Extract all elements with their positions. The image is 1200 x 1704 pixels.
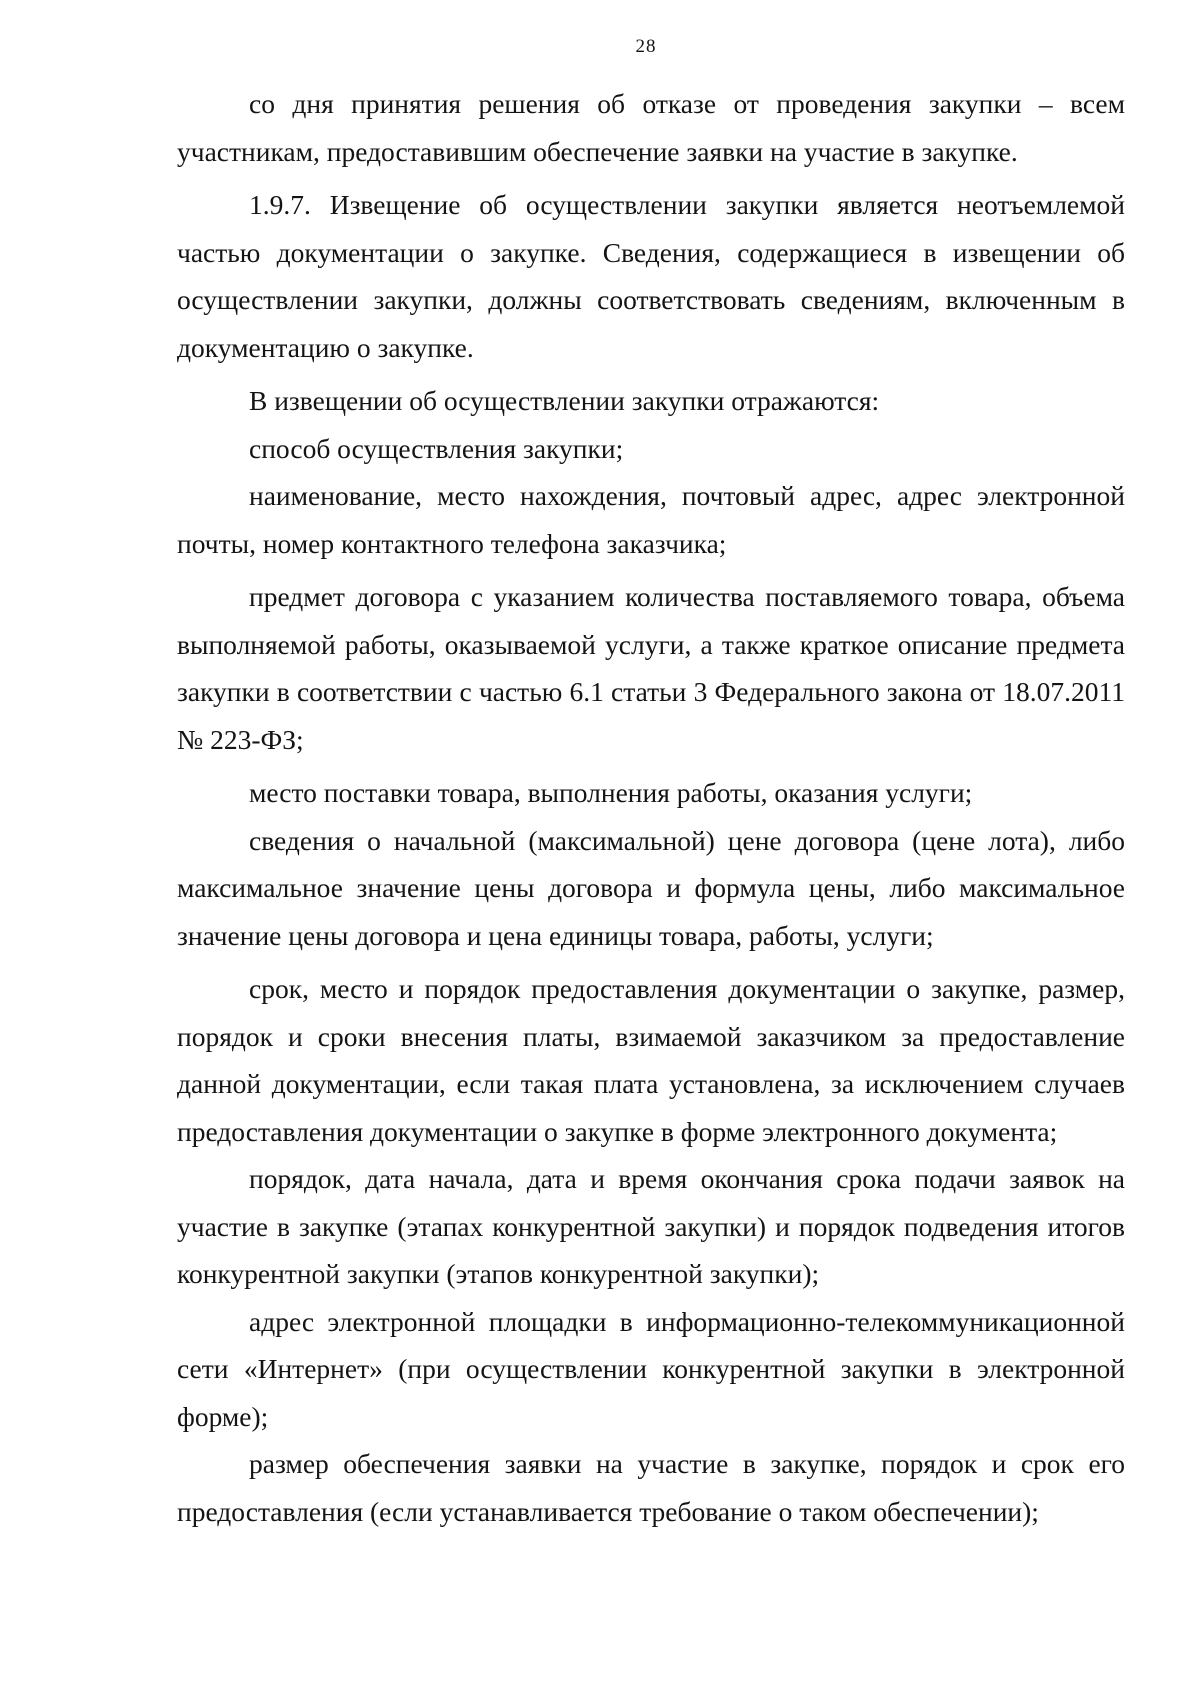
- list-item-customer-details: наименование, место нахождения, почтовый адрес, адрес электронной почты, номер контактного телефона заказчика;: [177, 480, 1125, 559]
- list-item-contract-subject: предмет договора с указанием количества поставляемого товара, объема выполняемой работы, оказываемой услуги, а также краткое описание предмета закупки в соответствии с частью 6.1 статьи 3 Федерального закона от 18.07.2011 № 223-ФЗ;: [177, 581, 1125, 755]
- paragraph-notice-contents-intro: В извещении об осуществлении закупки отражаются:: [249, 385, 880, 416]
- page-number: 28: [635, 36, 657, 57]
- paragraph-section-1-9-7: 1.9.7. Извещение об осуществлении закупки является неотъемлемой частью документации о закупке. Сведения, содержащиеся в извещении об осуществлении закупки, должны соответствовать сведениям, включенным в документацию о закупке.: [177, 189, 1125, 363]
- list-item-documentation-terms: срок, место и порядок предоставления документации о закупке, размер, порядок и сроки внесения платы, взимаемой заказчиком за предоставление данной документации, если такая плата установлена, за исключением случаев предоставления документации о закупке в форме электронного документа;: [177, 973, 1125, 1147]
- document-body: [177, 80, 1125, 1535]
- list-item-application-deadlines: порядок, дата начала, дата и время окончания срока подачи заявок на участие в закупке (этапах конкурентной закупки) и порядок подведения итогов конкурентной закупки (этапов конкурентной закупки);: [177, 1163, 1125, 1289]
- list-item-application-security: размер обеспечения заявки на участие в закупке, порядок и срок его предоставления (если устанавливается требование о таком обеспечении);: [177, 1448, 1125, 1527]
- list-item-delivery-place: место поставки товара, выполнения работы, оказания услуги;: [249, 777, 973, 808]
- paragraph-refund-notice: со дня принятия решения об отказе от проведения закупки – всем участникам, предоставившим обеспечение заявки на участие в закупке.: [177, 88, 1125, 167]
- list-item-procurement-method: способ осуществления закупки;: [249, 432, 624, 464]
- list-item-electronic-platform: адрес электронной площадки в информационно-телекоммуникационной сети «Интернет» (при осуществлении конкурентной закупки в электронной форме);: [177, 1305, 1125, 1432]
- list-item-initial-price: сведения о начальной (максимальной) цене договора (цене лота), либо максимальное значение цены договора и формула цены, либо максимальное значение цены договора и цена единицы товара, работы, услуги;: [177, 824, 1125, 951]
